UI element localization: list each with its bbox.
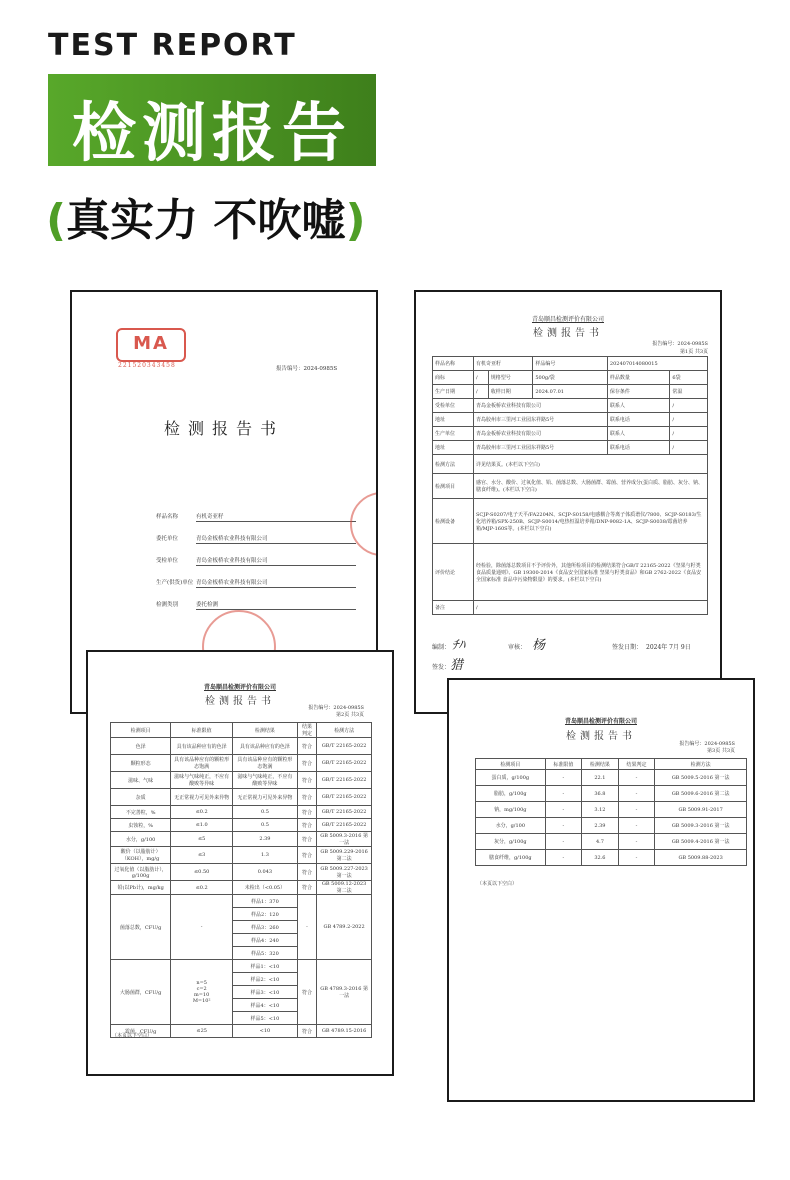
table-cell: 样品2：120 <box>233 908 298 921</box>
table-row <box>476 818 747 834</box>
page-footer: （本页以下空白） <box>112 1033 153 1039</box>
table-cell: 符合 <box>297 772 316 789</box>
sign-editor-label: 编制： <box>432 644 451 651</box>
table-cell: - <box>545 834 582 850</box>
slogan-close-paren: ) <box>345 195 366 246</box>
title-zh: 检测报告 <box>72 97 352 171</box>
table-row <box>433 474 708 499</box>
table-row <box>433 371 708 385</box>
table-cell: ≤0.2 <box>171 806 233 819</box>
table-cell: 颗粒形态 <box>111 755 171 772</box>
table-header-cell: 标准限值 <box>545 759 582 770</box>
table-cell: 地址 <box>433 413 474 427</box>
table-cell: 样品2：<10 <box>233 973 298 986</box>
table-cell: - <box>618 834 655 850</box>
table-cell: 联系人 <box>607 399 669 413</box>
table-cell: 虫蚀粒，% <box>111 819 171 832</box>
table-row <box>433 544 708 601</box>
table-cell: 1.3 <box>233 847 298 864</box>
page-number: 第1页 共3页 <box>680 349 708 355</box>
table-cell: 32.6 <box>582 850 619 866</box>
table-cell: / <box>670 399 708 413</box>
report-page-2 <box>86 650 394 1076</box>
table-cell: 3.12 <box>582 802 619 818</box>
table-cell: 具有该品种应有的颗粒形态饱满 <box>171 755 233 772</box>
table-cell: 生产单位 <box>433 427 474 441</box>
table-cell <box>171 960 233 1025</box>
table-cell: / <box>474 371 489 385</box>
table-row <box>111 772 372 789</box>
table-cell: 符合 <box>297 864 316 881</box>
report-title: 检测报告书 <box>533 328 603 339</box>
table-cell: <10 <box>233 1025 298 1038</box>
table-cell: GB 5009.3-2016 第一法 <box>317 832 372 847</box>
table-cell: 过氧化值（以脂肪计），g/100g <box>111 864 171 881</box>
table-cell: / <box>670 413 708 427</box>
limit-line: M=10² <box>192 998 211 1004</box>
table-row <box>111 847 372 864</box>
table-cell: 受检单位 <box>433 399 474 413</box>
table-cell: 202407014080015 <box>607 357 707 371</box>
table-header-row <box>476 759 747 770</box>
table-cell: 保存条件 <box>607 385 669 399</box>
table-cell: 青岛胶州市三里河工业园东祥路5号 <box>474 441 608 455</box>
table-cell: - <box>618 802 655 818</box>
table-cell: - <box>297 895 316 960</box>
table-cell: 样品4：<10 <box>233 999 298 1012</box>
table-cell: 符合 <box>297 960 316 1025</box>
table-cell: 商标 <box>433 371 474 385</box>
table-cell: GB 4789.2-2022 <box>317 895 372 960</box>
table-cell: 不完善粒，% <box>111 806 171 819</box>
table-header-cell: 检测方法 <box>317 723 372 738</box>
table-cell: 样品3：260 <box>233 921 298 934</box>
table-cell: GB/T 22165-2022 <box>317 789 372 806</box>
table-cell: 0.043 <box>233 864 298 881</box>
table-cell: 青岛金板桥农业科技有限公司 <box>474 427 608 441</box>
table-cell: 滋味与气味纯正，不应有酸败等异味 <box>233 772 298 789</box>
table-cell: GB 4789.15-2016 <box>317 1025 372 1038</box>
table-header-cell: 结果判定 <box>618 759 655 770</box>
table-row <box>433 357 708 371</box>
table-cell: 杂质 <box>111 789 171 806</box>
table-cell: / <box>474 601 708 615</box>
table-cell: 符合 <box>297 806 316 819</box>
field-label: 受检单位 <box>156 558 179 564</box>
table-cell: GB 5009.227-2023 第一法 <box>317 864 372 881</box>
table-cell: GB/T 22165-2022 <box>317 806 372 819</box>
table-cell: / <box>670 427 708 441</box>
table-row <box>433 499 708 544</box>
table-cell: 青岛胶州市三里河工业园东祥路5号 <box>474 413 608 427</box>
table-cell: 22.1 <box>582 770 619 786</box>
table-cell: - <box>545 818 582 834</box>
slogan <box>46 184 366 248</box>
sign-date: 2024年 7月 9日 <box>646 644 691 651</box>
table-cell: 4.7 <box>582 834 619 850</box>
table-header-cell: 结果判定 <box>297 723 316 738</box>
table-cell: - <box>545 850 582 866</box>
table-cell: - <box>545 770 582 786</box>
report-number: 报告编号：2024-0985S <box>652 341 708 347</box>
cover-title: 检测报告书 <box>163 419 284 438</box>
table-cell: ≤0.50 <box>171 864 233 881</box>
table-row <box>111 960 372 973</box>
table-row <box>433 441 708 455</box>
table-cell: 联系电话 <box>607 413 669 427</box>
table-row <box>476 770 747 786</box>
table-cell: GB 5009.229-2016 第二法 <box>317 847 372 864</box>
editor-signature: ﾁﾊ <box>452 638 465 653</box>
table-header-cell: 检测项目 <box>476 759 546 770</box>
table-cell: 规格型号 <box>488 371 533 385</box>
table-cell: 检测方法 <box>433 455 474 474</box>
table-row <box>111 881 372 895</box>
table-cell: 具有该品种应有的颗粒形态饱满 <box>233 755 298 772</box>
report-page-3 <box>447 678 755 1102</box>
table-cell: - <box>618 818 655 834</box>
table-cell: 灰分，g/100g <box>476 834 546 850</box>
table-row <box>433 385 708 399</box>
table-cell: 滋味与气味纯正，不应有酸败等异味 <box>171 772 233 789</box>
table-cell: 未检出（<0.05） <box>233 881 298 895</box>
table-row <box>433 413 708 427</box>
red-seal <box>350 492 378 556</box>
table-cell: 检测设备 <box>433 499 474 544</box>
page-number: 第2页 共3页 <box>336 712 364 718</box>
table-row <box>111 832 372 847</box>
reviewer-signature: 杨 <box>532 638 546 653</box>
table-cell: 检测项目 <box>433 474 474 499</box>
table-cell: 0.5 <box>233 819 298 832</box>
org-name: 青岛顺昌检测评价有限公司 <box>203 684 276 691</box>
header-subtitle-en: TEST REPORT <box>48 28 297 63</box>
sign-issuer-label: 签发日期： <box>612 644 643 651</box>
table-cell: 备注 <box>433 601 474 615</box>
table-row <box>433 399 708 413</box>
table-row <box>433 601 708 615</box>
table-cell: 酸价（以脂肪计）（KOH），mg/g <box>111 847 171 864</box>
table-cell: ≤1.0 <box>171 819 233 832</box>
table-header-row <box>111 723 372 738</box>
table-cell: 具有该品种应有的色泽 <box>233 738 298 755</box>
table-cell: 霉菌，CFU/g <box>111 1025 171 1038</box>
table-cell: 膳食纤维，g/100g <box>476 850 546 866</box>
table-cell: - <box>171 895 233 960</box>
results-table <box>110 722 372 1038</box>
field-value: 青岛金板桥农业科技有限公司 <box>196 534 356 544</box>
table-cell: - <box>618 850 655 866</box>
field-label: 委托单位 <box>156 536 179 542</box>
cma-number: 221520343458 <box>118 362 176 369</box>
table-cell: 有机奇亚籽 <box>474 357 533 371</box>
approver-signature: 猎 <box>450 658 464 673</box>
field-value: 青岛金板桥农业科技有限公司 <box>196 556 356 566</box>
table-cell: ≤0.2 <box>171 881 233 895</box>
table-row <box>476 786 747 802</box>
table-cell: / <box>670 441 708 455</box>
table-cell: GB/T 22165-2022 <box>317 772 372 789</box>
table-cell: 样品1：370 <box>233 895 298 908</box>
limit-line: c=2 <box>196 986 207 992</box>
page-number: 第3页 共3页 <box>707 748 735 754</box>
table-row <box>111 789 372 806</box>
table-row <box>433 455 708 474</box>
table-row <box>111 864 372 881</box>
table-cell: 符合 <box>297 847 316 864</box>
table-header-cell: 检测项目 <box>111 723 171 738</box>
table-cell: 符合 <box>297 755 316 772</box>
table-cell: GB/T 22165-2022 <box>317 738 372 755</box>
sample-info-table <box>432 356 708 615</box>
table-cell: 样品编号 <box>533 357 608 371</box>
table-cell: 地址 <box>433 441 474 455</box>
table-cell: 评价结论 <box>433 544 474 601</box>
table-row <box>111 819 372 832</box>
table-cell: 脂肪，g/100g <box>476 786 546 802</box>
table-cell: 2.39 <box>582 818 619 834</box>
table-cell: 色泽 <box>111 738 171 755</box>
table-cell: 样品1：<10 <box>233 960 298 973</box>
table-cell: 无正常视力可见外来异物 <box>233 789 298 806</box>
table-cell: - <box>545 802 582 818</box>
field-label: 样品名称 <box>156 514 179 520</box>
table-cell: GB/T 22165-2022 <box>317 819 372 832</box>
table-cell: 6袋 <box>670 371 708 385</box>
cma-logo: MA <box>116 328 186 362</box>
table-row <box>476 850 747 866</box>
table-row <box>433 427 708 441</box>
table-row <box>476 834 747 850</box>
table-cell: GB 5009.6-2016 第二法 <box>655 786 747 802</box>
table-cell: 样品5：<10 <box>233 1012 298 1025</box>
table-cell: 滋味、气味 <box>111 772 171 789</box>
org-name: 青岛顺昌检测评价有限公司 <box>564 718 637 725</box>
table-cell: ≤25 <box>171 1025 233 1038</box>
table-cell: / <box>474 385 489 399</box>
table-cell: GB 5009.12-2023 第二法 <box>317 881 372 895</box>
table-cell: - <box>545 786 582 802</box>
table-cell: 常温 <box>670 385 708 399</box>
table-cell: 样品4：240 <box>233 934 298 947</box>
table-cell: GB 4789.3-2016 第一法 <box>317 960 372 1025</box>
table-header-cell: 检测结果 <box>233 723 298 738</box>
table-cell: 符合 <box>297 819 316 832</box>
table-header-cell: 检测方法 <box>655 759 747 770</box>
table-cell: GB 5009.3-2016 第一法 <box>655 818 747 834</box>
limit-line: m=10 <box>194 992 210 998</box>
table-row <box>476 802 747 818</box>
table-cell: GB 5009.88-2023 <box>655 850 747 866</box>
report-page-1 <box>414 290 722 714</box>
table-cell: 感官、水分、酸价、过氧化值、铅、菌落总数、大肠菌群、霉菌、营养成分(蛋白质、脂肪、灰分、钠、膳食纤维)。(本栏以下空白) <box>474 474 708 499</box>
table-cell: 样品3：<10 <box>233 986 298 999</box>
table-cell: SCJP-S0207/电子天平/FA2204N、SCJP-S0158/电感耦合等离子体质谱仪/7800、SCJP-S0183/生化培养箱/SPX-250B、SCJP-S0014/电热恒温培养箱/DNP-9082-1A、SCJP-S0038/霉菌培养箱/MJP-160S等。(本栏以下空白) <box>474 499 708 544</box>
table-row <box>111 806 372 819</box>
table-cell: 联系电话 <box>607 441 669 455</box>
table-cell: 具有该品种应有的色泽 <box>171 738 233 755</box>
table-cell: 0.5 <box>233 806 298 819</box>
table-row <box>111 895 372 908</box>
table-cell: 青岛金板桥农业科技有限公司 <box>474 399 608 413</box>
table-cell: 36.8 <box>582 786 619 802</box>
field-value: 有机奇亚籽 <box>196 512 356 522</box>
table-cell: - <box>618 786 655 802</box>
org-name: 青岛顺昌检测评价有限公司 <box>531 316 604 323</box>
table-cell: 蛋白质，g/100g <box>476 770 546 786</box>
table-cell: GB 5009.91-2017 <box>655 802 747 818</box>
report-number: 报告编号：2024-0985S <box>276 366 338 372</box>
table-cell: 样品5：320 <box>233 947 298 960</box>
table-header-cell: 标准限值 <box>171 723 233 738</box>
table-cell: 生产日期 <box>433 385 474 399</box>
nutrition-table <box>475 758 747 866</box>
report-title: 检测报告书 <box>566 731 636 742</box>
table-cell: 详见结果页。(本栏以下空白) <box>474 455 708 474</box>
table-cell: 联系人 <box>607 427 669 441</box>
table-cell: 符合 <box>297 881 316 895</box>
table-cell: 水分，g/100 <box>476 818 546 834</box>
table-cell: - <box>618 770 655 786</box>
limit-line: n=5 <box>196 980 207 986</box>
table-cell: 样品数量 <box>607 371 669 385</box>
table-cell: 2024.07.01 <box>533 385 608 399</box>
field-value: 委托检测 <box>196 600 356 610</box>
table-cell: 样品名称 <box>433 357 474 371</box>
table-cell: 经检验，除菌落总数项目不予评价外，其他所检项目的检测结果符合GB/T 22165-2022《坚果与籽类食品质量通则》、GB 19300-2014《食品安全国家标准 坚果与籽类食品》和GB 2762-2022《食品安全国家标准 食品中污染物限量》的要求。(本栏以下空白) <box>474 544 708 601</box>
field-label: 检测类别 <box>156 602 179 608</box>
table-cell: 符合 <box>297 1025 316 1038</box>
slogan-text: 真实力 不吹嘘 <box>66 195 346 246</box>
sign-approver-label: 签发： <box>432 664 451 671</box>
title-banner <box>48 74 376 171</box>
field-value: 青岛金板桥农业科技有限公司 <box>196 578 356 588</box>
table-cell: GB 5009.5-2016 第一法 <box>655 770 747 786</box>
table-cell: ≤5 <box>171 832 233 847</box>
table-cell: 收样日期 <box>488 385 533 399</box>
table-cell: 符合 <box>297 832 316 847</box>
table-cell: 符合 <box>297 789 316 806</box>
table-cell: 钠，mg/100g <box>476 802 546 818</box>
table-cell: GB/T 22165-2022 <box>317 755 372 772</box>
table-cell: 铅(以Pb计)，mg/kg <box>111 881 171 895</box>
field-label: 生产(供货)单位 <box>156 580 194 586</box>
report-number: 报告编号：2024-0985S <box>308 705 364 711</box>
table-cell: 菌落总数，CFU/g <box>111 895 171 960</box>
table-cell: 500g/袋 <box>533 371 608 385</box>
table-cell: ≤3 <box>171 847 233 864</box>
table-cell: 水分，g/100 <box>111 832 171 847</box>
table-row <box>111 738 372 755</box>
sign-reviewer-label: 审核： <box>508 644 527 651</box>
report-number: 报告编号：2024-0985S <box>679 741 735 747</box>
table-row <box>111 755 372 772</box>
report-title: 检测报告书 <box>205 696 275 707</box>
table-cell: 符合 <box>297 738 316 755</box>
slogan-open-paren: ( <box>46 195 67 246</box>
table-cell: 2.39 <box>233 832 298 847</box>
page-footer: （本页以下空白） <box>477 881 518 887</box>
table-cell: 无正常视力可见外来异物 <box>171 789 233 806</box>
table-cell: GB 5009.4-2016 第一法 <box>655 834 747 850</box>
table-cell: 大肠菌群，CFU/g <box>111 960 171 1025</box>
table-header-cell: 检测结果 <box>582 759 619 770</box>
